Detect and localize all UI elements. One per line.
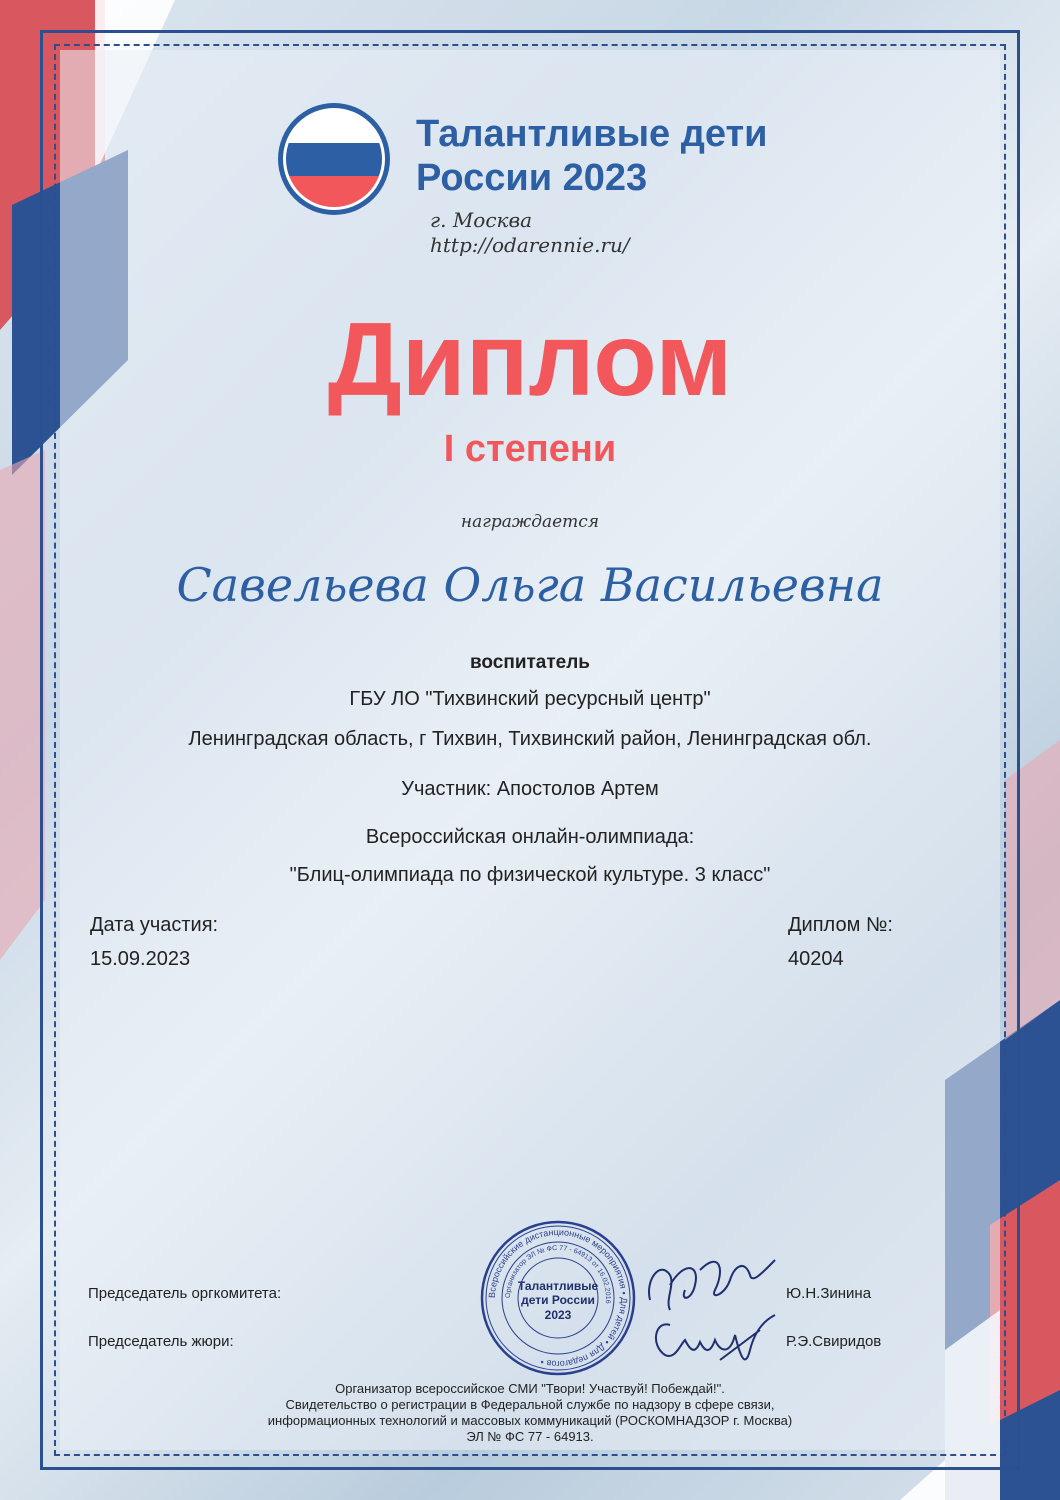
awarded-text: награждается (460, 512, 600, 532)
event-name: "Блиц-олимпиада по физической культуре. 3 класс" (289, 864, 771, 886)
official-seal-stamp (478, 1218, 638, 1378)
organization-title-line2: России 2023 (416, 157, 648, 199)
diploma-degree: I степени (443, 428, 617, 470)
seal-center-line3: 2023 (544, 1308, 572, 1322)
footer-line2: Свидетельство о регистрации в Федеральной службе по надзору в сфере связи, (285, 1397, 775, 1412)
footer-line3: информационных технологий и массовых коммуникаций (РОСКОМНАДЗОР г. Москва) (267, 1413, 793, 1428)
organization-title-line1: Талантливые дети (416, 113, 768, 155)
chair-signature-icon (640, 1240, 780, 1320)
diploma-number-label: Диплом №: (788, 914, 893, 936)
seal-inner-ring-text: Организатор ЭЛ № ФС 77 - 64913 от 16.02.2016 (504, 1244, 612, 1304)
recipient-institution: ГБУ ЛО "Тихвинский ресурсный центр" (349, 688, 711, 710)
organization-city: г. Москва (430, 208, 533, 232)
russian-flag-logo-icon (276, 100, 406, 218)
seal-center-line2: дети России (521, 1293, 595, 1307)
recipient-name: Савельева Ольга Васильевна (176, 558, 884, 612)
seal-center-line1: Талантливые (517, 1279, 599, 1293)
jury-name: Р.Э.Свиридов (786, 1333, 882, 1350)
participant-name: Участник: Апостолов Артем (401, 778, 659, 800)
event-type: Всероссийская онлайн-олимпиада: (365, 826, 695, 848)
footer-line1: Организатор всероссийское СМИ "Твори! Участвуй! Побеждай!". (335, 1381, 725, 1396)
jury-label: Председатель жюри: (88, 1333, 234, 1350)
footer-line4: ЭЛ № ФС 77 - 64913. (466, 1429, 594, 1444)
organization-title (416, 112, 767, 200)
recipient-region: Ленинградская область, г Тихвин, Тихвинский район, Ленинградская обл. (188, 728, 872, 750)
organization-url[interactable]: http://odarennie.ru/ (430, 233, 630, 257)
recipient-position: воспитатель (469, 652, 590, 673)
jury-signature-icon (650, 1310, 780, 1380)
diploma-title: Диплом (327, 302, 733, 418)
chair-name: Ю.Н.Зинина (786, 1285, 872, 1302)
diploma-number-value: 40204 (788, 948, 844, 970)
chair-label: Председатель оргкомитета: (88, 1285, 282, 1302)
seal-ring-text: Всероссийские дистанционные мероприятия • Для детей • Для педагогов • (486, 1226, 630, 1370)
date-label: Дата участия: (90, 914, 219, 936)
date-value: 15.09.2023 (90, 948, 191, 970)
footer-organizer (0, 1381, 1060, 1445)
